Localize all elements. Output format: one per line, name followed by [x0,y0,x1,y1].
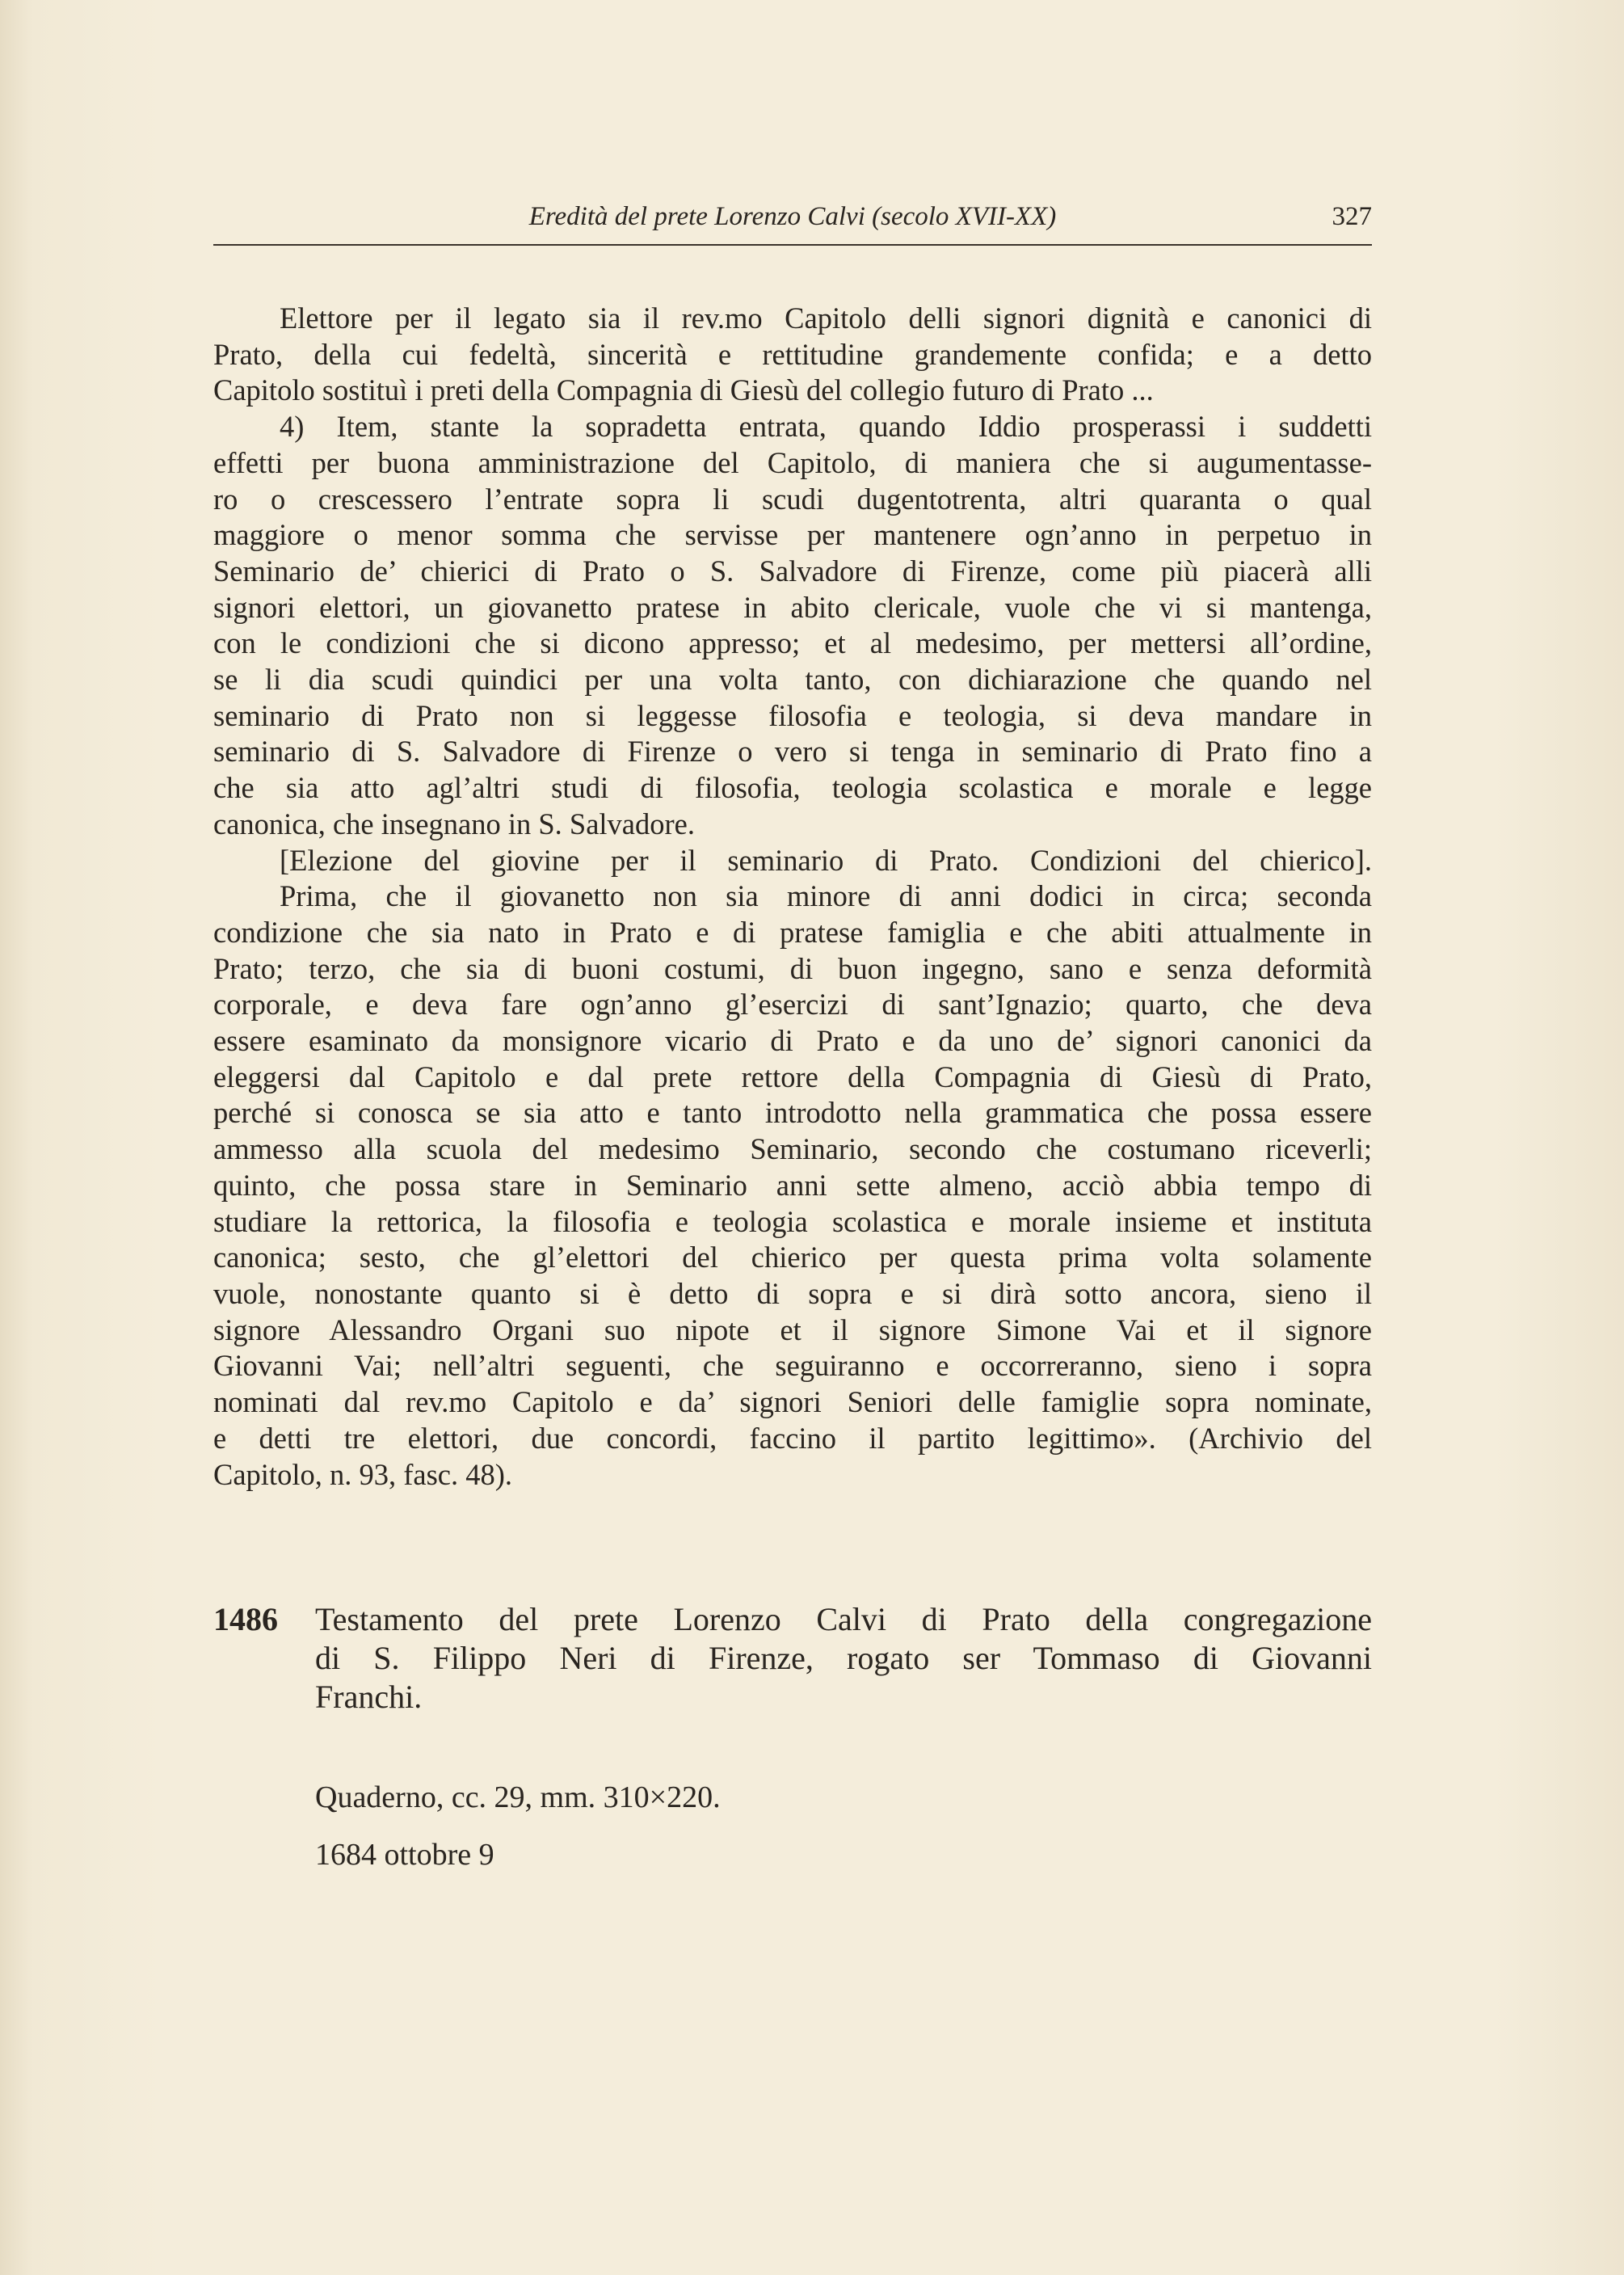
text-line: Prato, della cui fedeltà, sincerità e rettitudine grandemente confida; e a detto [213,337,1372,371]
header-rule [213,244,1372,246]
text-line: ro o crescessero l’entrate sopra li scudi dugentotrenta, altri quaranta o qual [213,482,1372,516]
text-line: canonica, che insegnano in S. Salvadore. [213,807,695,840]
text-line: con le condizioni che si dicono appresso; et al medesimo, per mettersi all’ordine, [213,626,1372,660]
text-line: Elettore per il legato sia il rev.mo Capitolo delli signori dignità e canonici di [280,301,1372,335]
text-line: essere esaminato da monsignore vicario di Prato e da uno de’ signori canonici da [213,1024,1372,1058]
text-line: eleggersi dal Capitolo e dal prete rettore della Compagnia di Giesù di Prato, [213,1060,1372,1093]
text-line: Capitolo sostituì i preti della Compagnia di Giesù del collegio futuro di Prato ... [213,373,1154,407]
entry-date: 1684 ottobre 9 [315,1838,494,1872]
text-line: vuole, nonostante quanto si è detto di sopra e si dirà sotto ancora, sieno il [213,1276,1372,1310]
entry-description: Quaderno, cc. 29, mm. 310×220. [315,1780,721,1814]
text-line: 4) Item, stante la sopradetta entrata, quando Iddio prosperassi i suddetti [280,410,1372,444]
running-title: Eredità del prete Lorenzo Calvi (secolo XVII-XX) [528,202,1057,231]
text-line: quinto, che possa stare in Seminario anni sette almeno, acciò abbia tempo di [213,1168,1372,1202]
text-line: condizione che sia nato in Prato e di pratese famiglia e che abiti attualmente in [213,915,1372,949]
page-header [213,202,1372,244]
text-line: Prima, che il giovanetto non sia minore di anni dodici in circa; seconda [280,879,1372,913]
entry-number: 1486 [213,1601,278,1637]
text-line: Seminario de’ chierici di Prato o S. Salvadore di Firenze, come più piacerà alli [213,554,1372,588]
text-line: corporale, e deva fare ogn’anno gl’esercizi di sant’Ignazio; quarto, che deva [213,988,1372,1022]
body-text [213,301,1372,1493]
text-line: studiare la rettorica, la filosofia e teologia scolastica e morale insieme et instituta [213,1204,1372,1238]
text-line: effetti per buona amministrazione del Capitolo, di maniera che si augumentasse- [213,445,1372,479]
text-line: maggiore o menor somma che servisse per mantenere ogn’anno in perpetuo in [213,518,1372,552]
text-line: nominati dal rev.mo Capitolo e da’ signori Seniori delle famiglie sopra nominate, [213,1385,1372,1419]
text-line: Prato; terzo, che sia di buoni costumi, di buon ingegno, sano e senza deformità [213,951,1372,985]
entry-title-line: di S. Filippo Neri di Firenze, rogato ser Tommaso di Giovanni [315,1640,1372,1676]
text-line: signore Alessandro Organi suo nipote et il signore Simone Vai et il signore [213,1312,1372,1346]
text-line: e detti tre elettori, due concordi, faccino il partito legittimo». (Archivio del [213,1421,1372,1455]
entry-title [315,1600,1372,1717]
entry-title-line: Franchi. [315,1679,423,1715]
text-line: perché si conosca se sia atto e tanto introdotto nella grammatica che possa essere [213,1096,1372,1130]
text-line: Giovanni Vai; nell’altri seguenti, che seguiranno e occorreranno, sieno i sopra [213,1349,1372,1383]
text-line: che sia atto agl’altri studi di filosofia, teologia scolastica e morale e legge [213,771,1372,805]
entry-title-line: Testamento del prete Lorenzo Calvi di Prato della congregazione [315,1601,1372,1637]
text-line: se li dia scudi quindici per una volta tanto, con dichiarazione che quando nel [213,663,1372,697]
text-line: seminario di Prato non si leggesse filosofia e teologia, si deva mandare in [213,698,1372,732]
page-number: 327 [1332,202,1372,231]
text-line: Capitolo, n. 93, fasc. 48). [213,1457,513,1491]
text-line: canonica; sesto, che gl’elettori del chierico per questa prima volta solamente [213,1241,1372,1274]
text-line: seminario di S. Salvadore di Firenze o vero si tenga in seminario di Prato fino a [213,735,1372,769]
text-line: [Elezione del giovine per il seminario di Prato. Condizioni del chierico]. [280,843,1372,877]
text-line: signori elettori, un giovanetto pratese in abito clericale, vuole che vi si mantenga, [213,590,1372,624]
text-line: ammesso alla scuola del medesimo Seminario, secondo che costumano riceverli; [213,1132,1372,1166]
